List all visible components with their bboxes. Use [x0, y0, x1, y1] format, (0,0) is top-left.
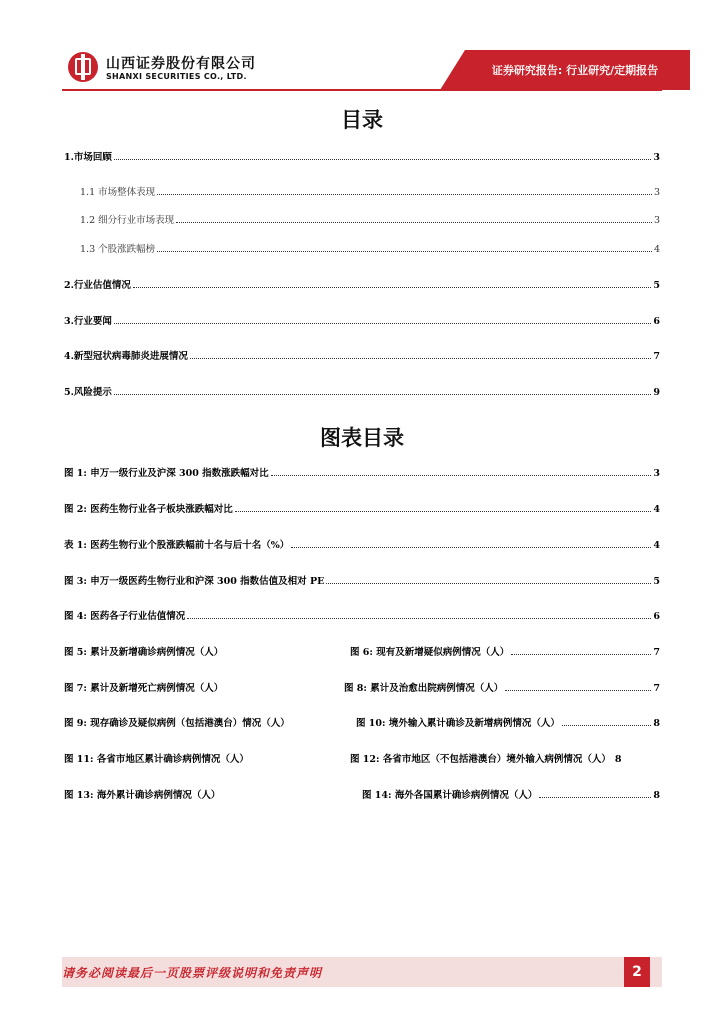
figure-item-right[interactable]: [350, 754, 660, 766]
figure-item-label: 图 7: 累计及新增死亡病例情况（人）: [64, 683, 224, 694]
figures-title: 图表目录: [320, 426, 404, 450]
figure-item-label: 图 12: 各省市地区（不包括港澳台）境外输入病例情况（人）: [350, 754, 611, 765]
figure-item-page: 7: [653, 683, 660, 694]
header-divider: [62, 89, 662, 91]
toc-item-label: 1.2 细分行业市场表现: [80, 215, 175, 226]
toc-item[interactable]: [80, 187, 660, 199]
figure-item-right[interactable]: [344, 683, 660, 695]
figure-item-page: 3: [653, 468, 660, 479]
figure-item-left[interactable]: [64, 647, 344, 659]
figure-item-label: 图 2: 医药生物行业各子板块涨跌幅对比: [64, 504, 233, 515]
figure-item[interactable]: [64, 576, 660, 588]
toc-item[interactable]: [64, 387, 660, 399]
figure-item-label: 图 11: 各省市地区累计确诊病例情况（人）: [64, 754, 249, 765]
figure-item-page: 8: [614, 754, 622, 765]
figure-item-label: 图 6: 现有及新增疑似病例情况（人）: [350, 647, 510, 658]
figure-item-label: 图 14: 海外各国累计确诊病例情况（人）: [362, 790, 538, 801]
toc-item-label: 1.3 个股涨跌幅榜: [80, 244, 156, 255]
report-type-label: 证券研究报告: 行业研究/定期报告: [491, 64, 659, 77]
page-number: 2: [624, 957, 650, 987]
figure-item-right[interactable]: [350, 647, 660, 659]
figure-item-page: 7: [653, 647, 660, 658]
figure-item-left[interactable]: [64, 718, 354, 730]
figure-item-label: 表 1: 医药生物行业个股涨跌幅前十名与后十名（%）: [64, 540, 290, 551]
toc-item-page: 6: [653, 316, 660, 327]
figure-item-page: 4: [653, 504, 660, 515]
toc-item[interactable]: [64, 316, 660, 328]
toc-item[interactable]: [80, 244, 660, 256]
toc-item-label: 1.市场回顾: [64, 152, 112, 163]
footer-disclaimer: 请务必阅读最后一页股票评级说明和免责声明: [62, 966, 323, 980]
figure-item-left[interactable]: [64, 754, 334, 766]
figure-item-page: 8: [653, 790, 660, 801]
figure-item-label: 图 8: 累计及治愈出院病例情况（人）: [344, 683, 504, 694]
figure-item-left[interactable]: [64, 790, 354, 802]
figure-item-label: 图 4: 医药各子行业估值情况: [64, 611, 186, 622]
figure-item-label: 图 13: 海外累计确诊病例情况（人）: [64, 790, 221, 801]
figure-item[interactable]: [64, 504, 660, 516]
figure-item[interactable]: [64, 468, 660, 480]
toc-item-page: 3: [653, 187, 660, 198]
company-name-cn: 山西证券股份有限公司: [106, 56, 256, 72]
figure-item[interactable]: [64, 611, 660, 623]
figure-item-page: 6: [653, 611, 660, 622]
toc-item[interactable]: [64, 152, 660, 164]
toc-item-label: 3.行业要闻: [64, 316, 112, 327]
figure-item-page: 4: [653, 540, 660, 551]
company-name-en: SHANXI SECURITIES CO., LTD.: [106, 72, 247, 81]
figure-item-page: 8: [653, 718, 660, 729]
figure-item-label: 图 5: 累计及新增确诊病例情况（人）: [64, 647, 224, 658]
toc-item-label: 1.1 市场整体表现: [80, 187, 156, 198]
toc-title: 目录: [341, 108, 383, 132]
toc-item-label: 2.行业估值情况: [64, 280, 131, 291]
figure-item-right[interactable]: [356, 718, 660, 730]
toc-item[interactable]: [80, 215, 660, 227]
toc-item-page: 9: [653, 387, 660, 398]
toc-item-page: 3: [653, 152, 660, 163]
toc-item-page: 7: [653, 351, 660, 362]
toc-item-page: 4: [653, 244, 660, 255]
figure-item-label: 图 10: 境外输入累计确诊及新增病例情况（人）: [356, 718, 560, 729]
toc-item[interactable]: [64, 280, 660, 292]
toc-item-label: 4.新型冠状病毒肺炎进展情况: [64, 351, 188, 362]
toc-item-page: 3: [653, 215, 660, 226]
figure-item-right[interactable]: [362, 790, 660, 802]
figure-item-left[interactable]: [64, 683, 334, 695]
figure-item[interactable]: [64, 540, 660, 552]
toc-item[interactable]: [64, 351, 660, 363]
figure-item-label: 图 1: 申万一级行业及沪深 300 指数涨跌幅对比: [64, 468, 269, 479]
toc-item-page: 5: [653, 280, 660, 291]
figure-item-page: 5: [653, 576, 660, 587]
toc-item-label: 5.风险提示: [64, 387, 112, 398]
figure-item-label: 图 9: 现存确诊及疑似病例（包括港澳台）情况（人）: [64, 718, 290, 729]
company-logo-icon: [68, 52, 98, 82]
figure-item-label: 图 3: 申万一级医药生物行业和沪深 300 指数估值及相对 PE: [64, 576, 325, 587]
